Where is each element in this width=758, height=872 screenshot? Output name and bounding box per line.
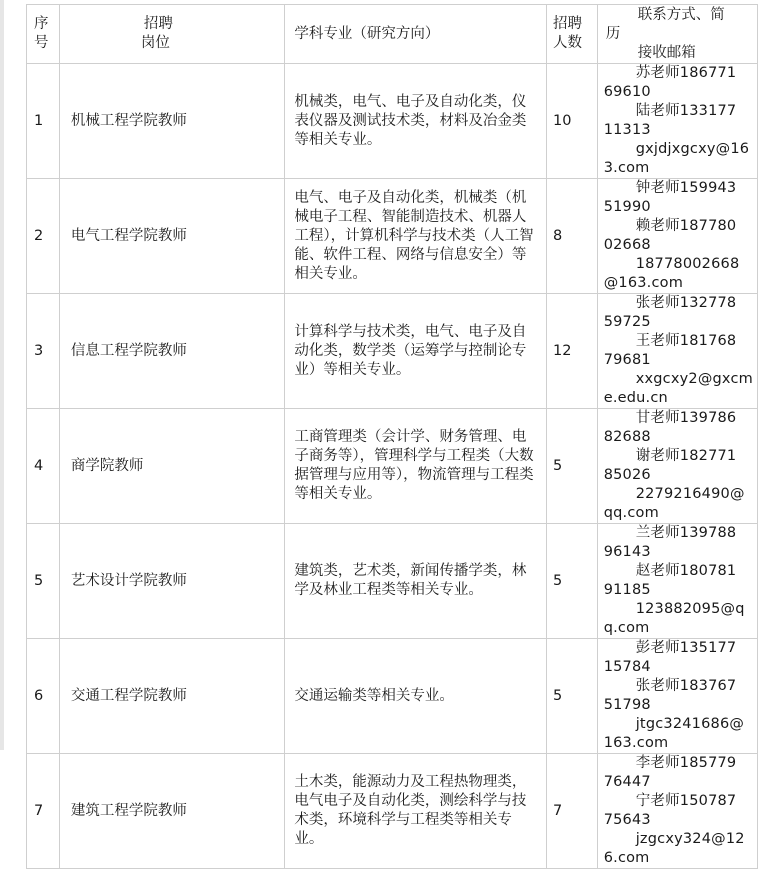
contact-line: e.edu.cn [603,390,668,406]
major-cell: 交通运输类等相关专业。 [285,639,547,754]
contact-cell [597,179,757,294]
contact-line: 兰老师139788 [635,525,737,541]
contact-line: xxgcxy2@gxcm [635,371,753,387]
contact-line: @163.com [603,275,684,291]
contact-line: 79681 [603,352,651,368]
contact-line: 甘老师139786 [635,410,737,426]
contact-line: 张老师132778 [635,295,737,311]
header-headcount-line2: 人数 [553,35,582,51]
position-cell: 信息工程学院教师 [59,294,285,409]
major-cell: 电气、电子及自动化类，机械类（机械电子工程、智能制造技术、机器人工程），计算机科学与技术类（人工智能、软件工程、网络与信息安全）等相关专业。 [285,179,547,294]
major-cell: 建筑类，艺术类，新闻传播学类，林学及林业工程类等相关专业。 [285,524,547,639]
contact-line: 18778002668 [635,256,740,272]
headcount-cell: 10 [547,64,598,179]
contact-line: 51798 [603,697,651,713]
contact-line: gxjdjxgcxy@16 [635,141,750,157]
contact-line: 02668 [603,237,651,253]
major-cell: 土木类，能源动力及工程热物理类，电气电子及自动化类，测绘科学与技术类，环境科学与工程类等相关专业。 [285,754,547,869]
serial-number-cell: 6 [27,639,60,754]
contact-line: 李老师185779 [635,755,737,771]
header-serial-number [27,5,60,64]
contact-line: 3.com [603,160,650,176]
table-row [27,294,758,409]
contact-line: 赖老师187780 [635,218,737,234]
contact-line: 69610 [603,84,651,100]
table-row [27,179,758,294]
position-cell: 交通工程学院教师 [59,639,285,754]
contact-line: 82688 [603,429,651,445]
headcount-cell: 8 [547,179,598,294]
contact-line: 163.com [603,735,669,751]
headcount-cell: 5 [547,639,598,754]
position-cell: 建筑工程学院教师 [59,754,285,869]
headcount-cell: 5 [547,524,598,639]
contact-line: q.com [603,620,650,636]
table-header-row [27,5,758,64]
table-row [27,409,758,524]
contact-cell [597,64,757,179]
contact-line: 11313 [603,122,651,138]
major-cell: 机械类，电气、电子及自动化类，仪表仪器及测试技术类，材料及冶金类等相关专业。 [285,64,547,179]
contact-line: 陆老师133177 [635,103,737,119]
contact-line: 赵老师180781 [635,563,737,579]
position-cell: 艺术设计学院教师 [59,524,285,639]
contact-cell [597,754,757,869]
contact-line: 谢老师182771 [635,448,737,464]
header-headcount [547,5,598,64]
header-major: 学科专业（研究方向） [285,5,547,64]
contact-cell [597,639,757,754]
table-row [27,524,758,639]
header-headcount-line1: 招聘 [553,16,582,32]
major-cell: 计算科学与技术类，电气、电子及自动化类，数学类（运筹学与控制论专业）等相关专业。 [285,294,547,409]
serial-number-cell: 3 [27,294,60,409]
contact-line: 85026 [603,467,651,483]
header-position-line2: 岗位 [140,35,170,51]
contact-line: 宁老师150787 [635,793,737,809]
serial-number-cell: 7 [27,754,60,869]
position-cell: 商学院教师 [59,409,285,524]
contact-line: 彭老师135177 [635,640,737,656]
header-contact [597,5,757,64]
header-contact-line1: 联系方式、简 [637,6,725,23]
contact-line: 96143 [603,544,651,560]
contact-line: qq.com [603,505,659,521]
serial-number-cell: 1 [27,64,60,179]
contact-cell [597,524,757,639]
contact-line: 91185 [603,582,651,598]
contact-line: 123882095@q [635,601,745,617]
contact-cell [597,409,757,524]
position-cell: 电气工程学院教师 [59,179,285,294]
header-contact-line2: 历 [605,25,621,42]
headcount-cell: 5 [547,409,598,524]
header-serial-line2: 号 [34,35,49,51]
major-cell: 工商管理类（会计学、财务管理、电子商务等），管理科学与工程类（大数据管理与应用等），物流管理与工程类等相关专业。 [285,409,547,524]
header-serial-line1: 序 [34,16,49,32]
contact-line: 51990 [603,199,651,215]
contact-line: 76447 [603,774,651,790]
contact-line: jtgc3241686@ [635,716,745,732]
recruitment-table [26,4,758,869]
contact-line: 钟老师159943 [635,180,737,196]
contact-line: 15784 [603,659,651,675]
contact-line: 6.com [603,850,650,866]
position-cell: 机械工程学院教师 [59,64,285,179]
serial-number-cell: 2 [27,179,60,294]
serial-number-cell: 4 [27,409,60,524]
header-position [59,5,285,64]
left-scroll-gutter [0,0,4,750]
headcount-cell: 7 [547,754,598,869]
contact-line: 59725 [603,314,651,330]
table-row [27,64,758,179]
contact-line: 王老师181768 [635,333,737,349]
contact-cell [597,294,757,409]
headcount-cell: 12 [547,294,598,409]
contact-line: jzgcxy324@12 [635,831,745,847]
contact-line: 苏老师186771 [635,65,737,81]
contact-line: 2279216490@ [635,486,745,502]
table-row [27,639,758,754]
header-contact-line3: 接收邮箱 [637,44,696,61]
table-row [27,754,758,869]
contact-line: 张老师183767 [635,678,737,694]
header-position-line1: 招聘 [143,16,173,32]
serial-number-cell: 5 [27,524,60,639]
contact-line: 75643 [603,812,651,828]
